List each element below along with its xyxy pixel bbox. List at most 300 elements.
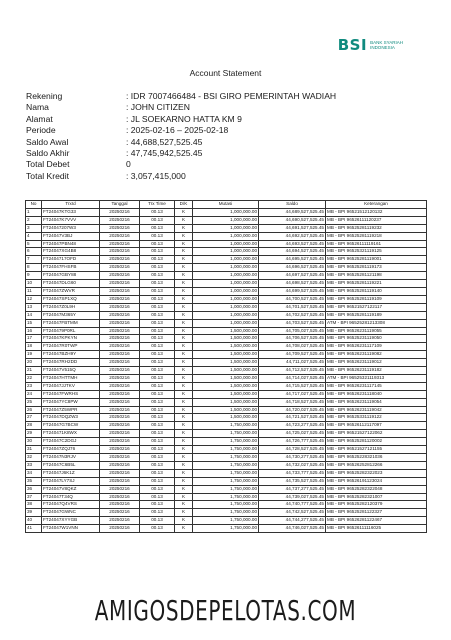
table-cell: FT24047M365Y [42, 311, 100, 319]
table-row [26, 280, 427, 288]
table-cell: K [175, 382, 193, 390]
table-cell: 20250216 [100, 256, 140, 264]
table-cell: 00.13 [140, 327, 175, 335]
table-cell: 44,735,527,525.45 [259, 477, 326, 485]
table-cell: 00.13 [140, 256, 175, 264]
table-cell: MB - BPI 96525281119109 [326, 295, 427, 303]
table-cell: 00.13 [140, 208, 175, 216]
table-cell: 1,500,000.00 [193, 390, 259, 398]
table-cell: 1,000,000.00 [193, 319, 259, 327]
table-cell: MB - BPI 96525281120002 [326, 438, 427, 446]
table-cell: MB - BPI 96525281119189 [326, 311, 427, 319]
table-cell: 00.13 [140, 390, 175, 398]
table-row [26, 382, 427, 390]
table-cell: 20250216 [100, 287, 140, 295]
table-cell: 1,000,000.00 [193, 272, 259, 280]
table-cell: 00.13 [140, 272, 175, 280]
table-cell: K [175, 438, 193, 446]
table-cell: 1,750,000.00 [193, 461, 259, 469]
table-cell: 1,750,000.00 [193, 501, 259, 509]
transactions-table-wrapper [25, 200, 426, 533]
table-cell: K [175, 351, 193, 359]
table-cell: MB - BPI 96526281122467 [326, 517, 427, 525]
table-row [26, 351, 427, 359]
table-cell: 00.13 [140, 248, 175, 256]
table-cell: 44,699,527,525.45 [259, 287, 326, 295]
table-cell: 1,000,000.00 [193, 280, 259, 288]
table-cell: 1,750,000.00 [193, 469, 259, 477]
table-cell: 44,714,027,525.45 [259, 374, 326, 382]
table-cell: MB - BPI 96525281119001 [326, 256, 427, 264]
table-cell: MB - BPI 96526231117145 [326, 382, 427, 390]
summary-value: : 44,688,527,525.45 [126, 136, 203, 147]
bsi-logo-mark: BSI [337, 36, 368, 54]
table-cell: 44,739,027,525.45 [259, 493, 326, 501]
table-cell: 20250216 [100, 454, 140, 462]
table-cell: 00.13 [140, 224, 175, 232]
table-cell: 1 [26, 208, 42, 216]
table-cell: 24 [26, 390, 42, 398]
table-cell: 00.13 [140, 446, 175, 454]
table-cell: 1,000,000.00 [193, 240, 259, 248]
table-cell: 20250216 [100, 272, 140, 280]
summary-value: : 47,745,942,525.45 [126, 148, 203, 159]
summary-label: Alamat [26, 113, 53, 124]
table-row [26, 327, 427, 335]
table-cell: 1,000,000.00 [193, 248, 259, 256]
table-cell: MB - BPI 96525282120379 [326, 501, 427, 509]
summary-value: : 2025-02-16 – 2025-02-18 [126, 125, 229, 136]
table-cell: 1,500,000.00 [193, 367, 259, 375]
summary-row [26, 125, 336, 136]
table-cell: 1,000,000.00 [193, 208, 259, 216]
table-row [26, 367, 427, 375]
table-cell: FT24047Q4VRS [42, 501, 100, 509]
table-cell: K [175, 430, 193, 438]
summary-label: Nama [26, 102, 49, 113]
table-cell: 35 [26, 477, 42, 485]
table-row [26, 469, 427, 477]
table-cell: K [175, 335, 193, 343]
table-cell: MB - BPI 96525331119122 [326, 414, 427, 422]
table-cell: 20250216 [100, 509, 140, 517]
table-row [26, 216, 427, 224]
table-cell: FT24047RH2DD [42, 359, 100, 367]
table-cell: 44,723,277,525.45 [259, 422, 326, 430]
table-cell: MB - BPI 96525281119173 [326, 264, 427, 272]
table-cell: FT24047C6B5L [42, 461, 100, 469]
table-cell: 20250216 [100, 461, 140, 469]
table-cell: 44,733,777,525.45 [259, 469, 326, 477]
table-cell: 1,500,000.00 [193, 374, 259, 382]
table-cell: K [175, 517, 193, 525]
table-cell: 44,696,527,525.45 [259, 264, 326, 272]
table-cell: 44,700,527,525.45 [259, 295, 326, 303]
table-cell: MB - BPI 96525281121198 [326, 272, 427, 280]
table-cell: 6 [26, 248, 42, 256]
table-cell: K [175, 343, 193, 351]
logo-line-2: INDONESIA [370, 45, 395, 50]
table-cell: 44,706,527,525.45 [259, 335, 326, 343]
table-cell: K [175, 390, 193, 398]
table-cell: MB - BPI 96526231119042 [326, 406, 427, 414]
column-header: Trx Time [140, 201, 175, 209]
table-cell: MB - BPI 96521527121155 [326, 446, 427, 454]
table-cell: 20250216 [100, 438, 140, 446]
table-cell: 20250216 [100, 517, 140, 525]
table-cell: 00.13 [140, 216, 175, 224]
table-cell: 00.13 [140, 287, 175, 295]
table-cell: 21 [26, 367, 42, 375]
table-row [26, 264, 427, 272]
table-cell: 20250216 [100, 398, 140, 406]
table-cell: K [175, 485, 193, 493]
table-cell: FT24047V515Q [42, 367, 100, 375]
table-cell: 1,500,000.00 [193, 382, 259, 390]
table-cell: 20250216 [100, 295, 140, 303]
table-cell: 31 [26, 446, 42, 454]
table-row [26, 517, 427, 525]
table-row [26, 525, 427, 533]
table-cell: 00.13 [140, 422, 175, 430]
table-cell: 00.13 [140, 461, 175, 469]
table-cell: 20250216 [100, 493, 140, 501]
table-cell: FT24047FHSFB [42, 264, 100, 272]
table-cell: 44,692,527,525.45 [259, 232, 326, 240]
table-cell: FT24047BZH9Y [42, 351, 100, 359]
table-cell: 44,740,777,525.45 [259, 501, 326, 509]
table-cell: FT24047V3BJ [42, 232, 100, 240]
table-cell: MB - BPI 96526111120237 [326, 216, 427, 224]
table-cell: 23 [26, 382, 42, 390]
table-cell: 44,718,527,525.45 [259, 398, 326, 406]
table-cell: K [175, 477, 193, 485]
table-cell: MB - BPI 96526191123024 [326, 477, 427, 485]
table-cell: K [175, 264, 193, 272]
table-cell: FT24047JJTKV [42, 382, 100, 390]
summary-row [26, 137, 336, 148]
table-cell: 00.13 [140, 367, 175, 375]
table-cell: ATM - BPI 96525321119313 [326, 374, 427, 382]
table-cell: 20250216 [100, 303, 140, 311]
table-cell: FT24047T34Q [42, 493, 100, 501]
table-cell: 32 [26, 454, 42, 462]
table-cell: 1,750,000.00 [193, 493, 259, 501]
table-cell: 20250216 [100, 351, 140, 359]
table-cell: 00.13 [140, 311, 175, 319]
table-cell: 1,000,000.00 [193, 287, 259, 295]
table-cell: 44,689,527,525.45 [259, 208, 326, 216]
table-cell: FT24047FBTMM [42, 319, 100, 327]
table-cell: 1,000,000.00 [193, 232, 259, 240]
table-cell: 39 [26, 509, 42, 517]
summary-label: Rekening [26, 91, 63, 101]
table-row [26, 438, 427, 446]
table-cell: 44,691,527,525.45 [259, 224, 326, 232]
table-cell: 00.13 [140, 303, 175, 311]
table-cell: 1,000,000.00 [193, 311, 259, 319]
summary-value: : JL SOEKARNO HATTA KM 9 [126, 113, 242, 124]
table-cell: 20250216 [100, 319, 140, 327]
table-cell: 44,697,527,525.45 [259, 272, 326, 280]
table-cell: 1,750,000.00 [193, 525, 259, 533]
table-cell: K [175, 232, 193, 240]
table-cell: FT24047C2DGJ [42, 438, 100, 446]
table-row [26, 303, 427, 311]
table-cell: FT24047DLG60 [42, 280, 100, 288]
table-cell: 44,709,527,525.45 [259, 351, 326, 359]
table-row [26, 287, 427, 295]
summary-row [26, 159, 336, 170]
table-cell: 11 [26, 287, 42, 295]
table-cell: FT240471K8WX [42, 430, 100, 438]
table-cell: 00.13 [140, 280, 175, 288]
table-cell: 26 [26, 406, 42, 414]
table-cell: 17 [26, 335, 42, 343]
table-row [26, 446, 427, 454]
table-cell: 44,702,527,525.45 [259, 311, 326, 319]
table-cell: 1,000,000.00 [193, 295, 259, 303]
table-cell: 20250216 [100, 248, 140, 256]
table-cell: 1,750,000.00 [193, 438, 259, 446]
table-cell: 1,750,000.00 [193, 509, 259, 517]
table-cell: 29 [26, 430, 42, 438]
table-cell: MB - BPI 96525282321007 [326, 493, 427, 501]
table-row [26, 390, 427, 398]
table-cell: MB - BPI 96521527122062 [326, 430, 427, 438]
table-cell: FT24047KTG33 [42, 208, 100, 216]
table-row [26, 359, 427, 367]
table-cell: 44,712,527,525.45 [259, 367, 326, 375]
table-cell: 1,000,000.00 [193, 256, 259, 264]
table-cell: 20250216 [100, 430, 140, 438]
table-cell: MB - BPI 96521527122117 [326, 303, 427, 311]
table-cell: K [175, 327, 193, 335]
table-cell: 1,000,000.00 [193, 224, 259, 232]
table-cell: FT24047KPKYN [42, 335, 100, 343]
table-cell: 1,750,000.00 [193, 517, 259, 525]
summary-value: 0 [126, 159, 131, 170]
table-cell: FT24047ZQJ76 [42, 446, 100, 454]
table-cell: 44,742,527,525.45 [259, 509, 326, 517]
summary-label: Total Kredit [26, 170, 69, 181]
table-cell: 1,500,000.00 [193, 414, 259, 422]
table-cell: MB - BPI 96525281119140 [326, 287, 427, 295]
table-cell: K [175, 295, 193, 303]
table-cell: FT24047HTTMH [42, 374, 100, 382]
table-cell: FT24047XG4B8 [42, 248, 100, 256]
table-cell: K [175, 469, 193, 477]
table-cell: 20250216 [100, 422, 140, 430]
table-cell: 27 [26, 414, 42, 422]
table-cell: FT24047SP1XQ [42, 295, 100, 303]
table-cell: 00.13 [140, 438, 175, 446]
table-cell: MB - BPI 96526231119055 [326, 327, 427, 335]
table-cell: 1,500,000.00 [193, 406, 259, 414]
table-cell: K [175, 287, 193, 295]
table-cell: K [175, 224, 193, 232]
table-cell: 20250216 [100, 264, 140, 272]
table-cell: 44,725,027,525.45 [259, 430, 326, 438]
table-cell: 44,695,527,525.45 [259, 256, 326, 264]
table-cell: MB - BPI 96525281119232 [326, 224, 427, 232]
table-cell: 10 [26, 280, 42, 288]
summary-row [26, 102, 336, 113]
table-cell: FT240479P0RL [42, 327, 100, 335]
table-cell: 9 [26, 272, 42, 280]
table-cell: 00.13 [140, 501, 175, 509]
table-row [26, 374, 427, 382]
table-cell: FT24047207W3 [42, 224, 100, 232]
table-cell: FT24047N3RJV [42, 454, 100, 462]
table-cell: 00.13 [140, 295, 175, 303]
summary-row [26, 91, 336, 102]
table-cell: 1,750,000.00 [193, 477, 259, 485]
table-cell: 1,750,000.00 [193, 485, 259, 493]
table-cell: K [175, 454, 193, 462]
table-cell: 20250216 [100, 406, 140, 414]
table-cell: 00.13 [140, 469, 175, 477]
table-row [26, 477, 427, 485]
table-cell: 00.13 [140, 343, 175, 351]
table-cell: 00.13 [140, 525, 175, 533]
table-cell: MB - BPI 96526231117109 [326, 343, 427, 351]
table-cell: MB - BPI 96526231118040 [326, 390, 427, 398]
table-cell: K [175, 319, 193, 327]
table-cell: K [175, 216, 193, 224]
table-cell: 12 [26, 295, 42, 303]
column-header: Keterangan [326, 201, 427, 209]
table-cell: 20250216 [100, 224, 140, 232]
table-row [26, 295, 427, 303]
column-header: TrxId [42, 201, 100, 209]
table-cell: K [175, 422, 193, 430]
table-cell: K [175, 208, 193, 216]
table-cell: 00.13 [140, 406, 175, 414]
table-cell: 44,728,527,525.45 [259, 446, 326, 454]
table-cell: 20250216 [100, 311, 140, 319]
table-cell: MB - BPI 96526252812266 [326, 461, 427, 469]
table-cell: 00.13 [140, 264, 175, 272]
transactions-table [25, 200, 427, 533]
table-cell: 41 [26, 525, 42, 533]
table-cell: 44,746,027,525.45 [259, 525, 326, 533]
table-row [26, 248, 427, 256]
table-cell: 44,737,277,525.45 [259, 485, 326, 493]
table-cell: 1,750,000.00 [193, 446, 259, 454]
table-cell: 20250216 [100, 414, 140, 422]
table-row [26, 256, 427, 264]
table-cell: FT24047GWNC [42, 509, 100, 517]
table-cell: 20250216 [100, 485, 140, 493]
table-cell: 44,711,027,525.45 [259, 359, 326, 367]
table-cell: 20250216 [100, 446, 140, 454]
table-cell: 44,715,527,525.45 [259, 382, 326, 390]
table-cell: 20250216 [100, 477, 140, 485]
table-row [26, 406, 427, 414]
table-cell: 36 [26, 485, 42, 493]
table-cell: 44,744,277,525.45 [259, 517, 326, 525]
summary-row [26, 148, 336, 159]
table-cell: 20250216 [100, 232, 140, 240]
table-cell: ATM - BPI 96525281213308 [326, 319, 427, 327]
table-cell: K [175, 406, 193, 414]
table-row [26, 224, 427, 232]
table-cell: MB - BPI 96526231119082 [326, 351, 427, 359]
table-cell: K [175, 311, 193, 319]
table-cell: 20250216 [100, 335, 140, 343]
table-cell: 2 [26, 216, 42, 224]
account-summary [26, 91, 336, 182]
table-cell: K [175, 367, 193, 375]
table-cell: FT24047FWRHS [42, 390, 100, 398]
summary-row [26, 171, 336, 182]
table-cell: FT24047K7VVV [42, 216, 100, 224]
table-cell: MB - BPI 96526112117097 [326, 422, 427, 430]
table-cell: 30 [26, 438, 42, 446]
summary-label: Total Debet [26, 159, 70, 170]
table-cell: 20250216 [100, 390, 140, 398]
table-cell: 00.13 [140, 374, 175, 382]
table-row [26, 311, 427, 319]
table-cell: 16 [26, 327, 42, 335]
summary-value: : IDR 7007466484 - BSI GIRO PEMERINTAH WADIAH [126, 91, 337, 101]
column-header: Mutasi [193, 201, 259, 209]
table-cell: K [175, 493, 193, 501]
table-cell: 4 [26, 232, 42, 240]
table-cell: 38 [26, 501, 42, 509]
table-cell: 44,694,527,525.45 [259, 248, 326, 256]
summary-value: : 3,057,415,000 [126, 170, 186, 181]
table-cell: 1,750,000.00 [193, 454, 259, 462]
table-cell: 20250216 [100, 382, 140, 390]
table-cell: FT24047GBY88 [42, 272, 100, 280]
table-row [26, 343, 427, 351]
table-cell: 00.13 [140, 382, 175, 390]
table-cell: 00.13 [140, 414, 175, 422]
table-row [26, 430, 427, 438]
table-cell: K [175, 272, 193, 280]
table-cell: 20250216 [100, 216, 140, 224]
table-cell: MB - BPI 96525321119125 [326, 248, 427, 256]
column-header: Tanggal [100, 201, 140, 209]
statement-title: Account Statement [189, 68, 262, 78]
table-cell: 1,500,000.00 [193, 398, 259, 406]
table-cell: MB - BPI 96526231119054 [326, 398, 427, 406]
table-cell: MB - BPI 96525282322048 [326, 485, 427, 493]
table-cell: K [175, 414, 193, 422]
table-row [26, 240, 427, 248]
table-cell: 1,750,000.00 [193, 430, 259, 438]
table-cell: FT24047Z5WPR [42, 406, 100, 414]
table-cell: 20 [26, 359, 42, 367]
table-cell: 20250216 [100, 501, 140, 509]
table-cell: 20250216 [100, 469, 140, 477]
table-cell: 44,705,027,525.45 [259, 327, 326, 335]
table-cell: 20250216 [100, 280, 140, 288]
summary-label: Saldo Awal [26, 136, 69, 147]
table-cell: 44,701,527,525.45 [259, 303, 326, 311]
bank-logo-text [370, 40, 403, 50]
table-cell: 00.13 [140, 240, 175, 248]
table-cell: MB - BPI 96526231119012 [326, 359, 427, 367]
table-cell: MB - BPI 96525281122327 [326, 509, 427, 517]
table-cell: FT24047DQZW3 [42, 414, 100, 422]
table-row [26, 319, 427, 327]
table-cell: 20250216 [100, 359, 140, 367]
table-cell: MB - BPI 96525281119221 [326, 280, 427, 288]
column-header: D/K [175, 201, 193, 209]
